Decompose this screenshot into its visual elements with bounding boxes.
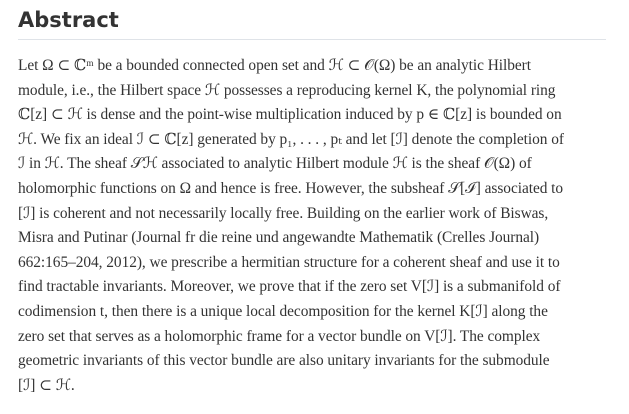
abstract-body (18, 54, 612, 398)
abstract-line-6: holomorphic functions on Ω and hence is free. However, the subsheaf 𝒮[ℐ] associated to (18, 179, 564, 197)
heading-divider (18, 39, 606, 40)
abstract-line-12: zero set that serves as a holomorphic frame for a vector bundle on V[ℐ]. The complex (18, 327, 541, 345)
abstract-line-11: codimension t, then there is a unique local decomposition for the kernel K[ℐ] along the (18, 302, 548, 320)
abstract-line-1: Let Ω ⊂ ℂᵐ be a bounded connected open set and ℋ ⊂ 𝒪(Ω) be an analytic Hilbert (18, 57, 531, 74)
abstract-line-5: ℐ in ℋ. The sheaf 𝒮ℋ associated to analytic Hilbert module ℋ is the sheaf 𝒪(Ω) of (18, 155, 532, 173)
abstract-line-14: [ℐ] ⊂ ℋ. (18, 376, 75, 394)
abstract-line-8: Misra and Putinar (Journal fr die reine und angewandte Mathematik (Crelles Journal) (18, 229, 540, 247)
abstract-line-3: ℂ[z] ⊂ ℋ is dense and the point-wise multiplication induced by p ∈ ℂ[z] is bounded on (18, 106, 562, 124)
abstract-line-4: ℋ. We fix an ideal ℐ ⊂ ℂ[z] generated by p₁, . . . , pₜ and let [ℐ] denote the completion of (18, 130, 564, 148)
abstract-line-7: [ℐ] is coherent and not necessarily locally free. Building on the earlier work of Biswas, (18, 204, 549, 222)
abstract-line-10: find tractable invariants. Moreover, we prove that if the zero set V[ℐ] is a submanifold of (18, 278, 561, 296)
abstract-line-13: geometric invariants of this vector bundle are also unitary invariants for the submodule (18, 352, 550, 370)
abstract-heading: Abstract (18, 8, 119, 32)
abstract-line-2: module, i.e., the Hilbert space ℋ possesses a reproducing kernel K, the polynomial ring (18, 81, 556, 99)
abstract-line-9: 662:165–204, 2012), we prescribe a hermitian structure for a coherent sheaf and use it to (18, 253, 560, 271)
